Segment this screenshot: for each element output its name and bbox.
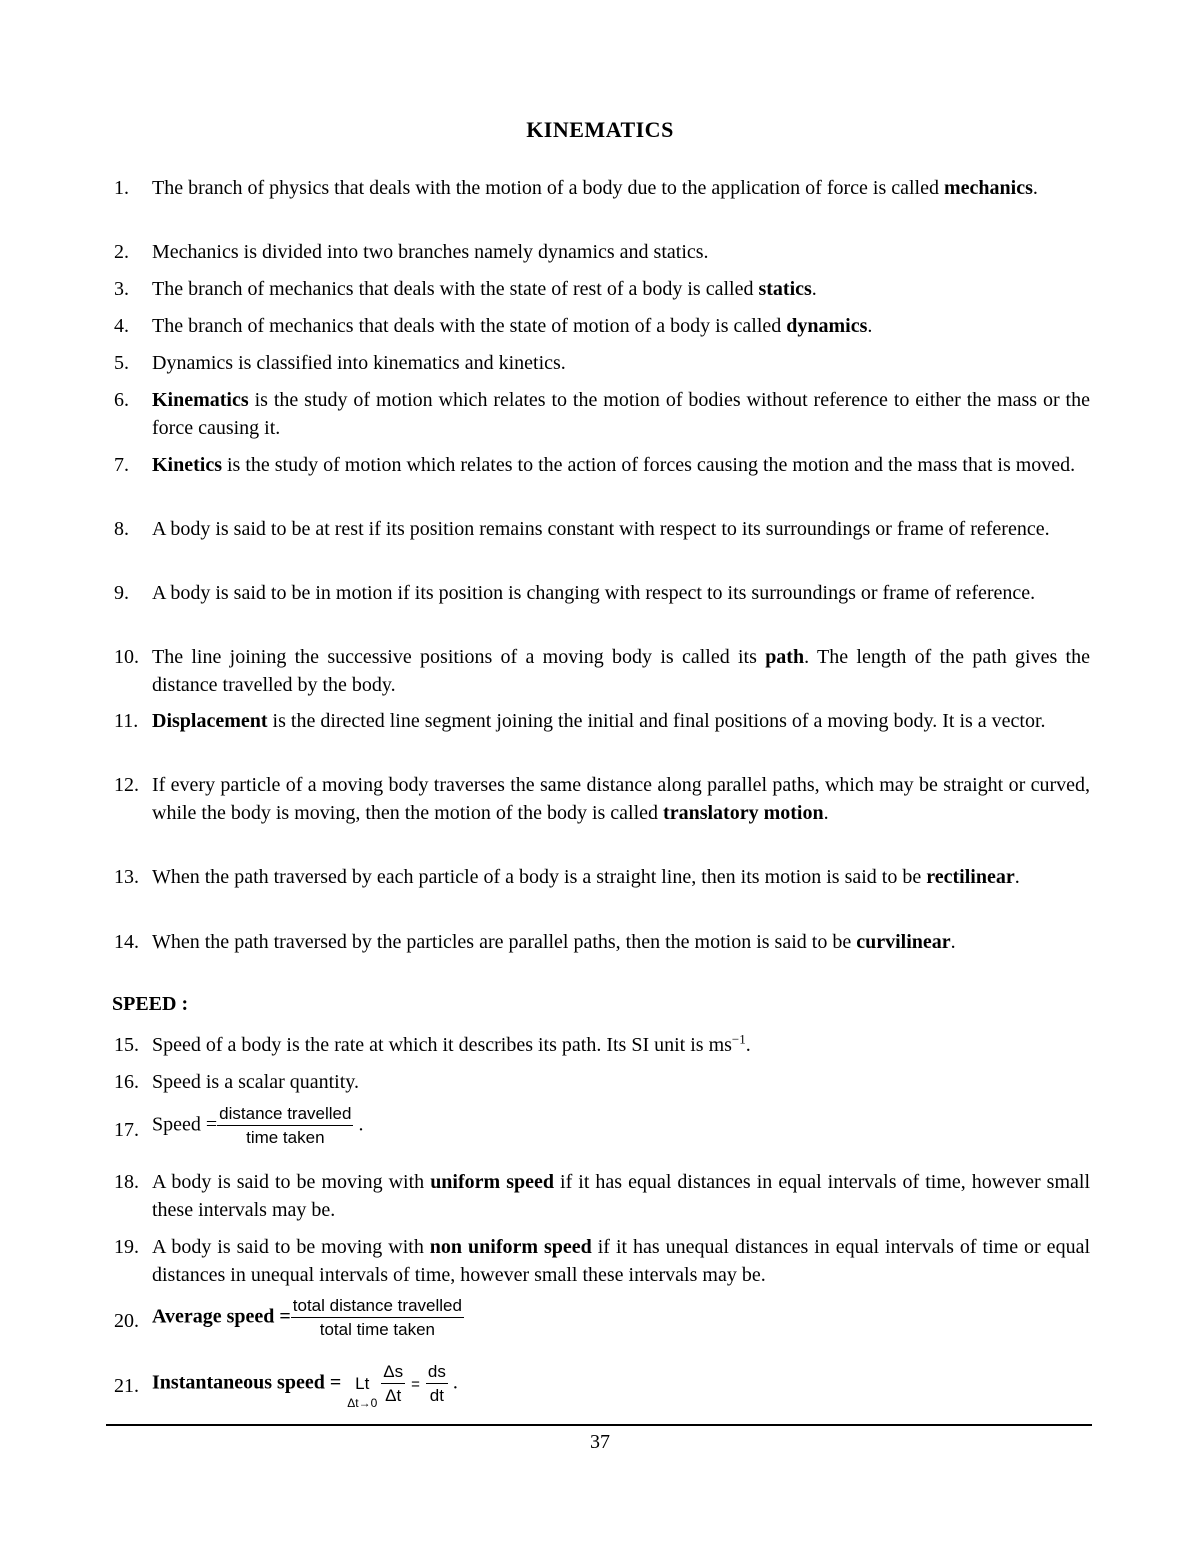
item-term: statics: [758, 278, 812, 300]
item-term: Displacement: [152, 710, 268, 732]
footer-divider: [106, 1424, 1092, 1426]
fraction: [291, 1296, 464, 1340]
item-text: Mechanics is divided into two branches namely dynamics and statics.: [152, 241, 709, 263]
item-text: The branch of mechanics that deals with the state of motion of a body is called: [152, 315, 787, 337]
item-text: Speed of a body is the rate at which it describes its path. Its SI unit is ms: [152, 1034, 732, 1056]
item-text: The branch of physics that deals with the motion of a body due to the application of force is called: [152, 177, 944, 199]
limit-operator: [347, 1369, 378, 1410]
item-text: .: [358, 1113, 364, 1136]
fraction: [381, 1362, 405, 1406]
item-text: The line joining the successive positions of a moving body is called its: [152, 646, 766, 668]
item-term: uniform speed: [430, 1171, 554, 1193]
formula-label: Average speed =: [152, 1305, 291, 1328]
limit-symbol: Lt: [355, 1374, 370, 1393]
item-number: 5.: [114, 352, 129, 374]
item-text: When the path traversed by each particle of a body is a straight line, then its motion is said to be: [152, 866, 927, 888]
item-number: 11.: [114, 710, 139, 732]
fraction: [426, 1362, 448, 1406]
item-number: 20.: [114, 1310, 139, 1332]
item-number: 3.: [114, 278, 129, 300]
item-number: 2.: [114, 241, 129, 263]
item-number: 8.: [114, 518, 129, 540]
numerator: Δs: [381, 1362, 405, 1384]
section-heading-speed: SPEED :: [112, 993, 189, 1015]
list-item: [114, 451, 1090, 479]
item-text: .: [1032, 177, 1038, 199]
list-item: [114, 1233, 1090, 1289]
item-text: Speed is a scalar quantity.: [152, 1071, 359, 1093]
item-number: 6.: [114, 389, 129, 411]
item-text: If every particle of a moving body traverses the same distance along parallel paths, which may be straight or curved, while the body is moving, then the motion of the body is called: [152, 774, 1090, 824]
list-item: [114, 928, 1090, 956]
item-number: 1.: [114, 177, 129, 199]
item-text: .: [867, 315, 873, 337]
fraction: [217, 1104, 353, 1148]
list-item: [114, 312, 1090, 340]
list-item: [114, 1068, 1090, 1096]
numerator: ds: [426, 1362, 448, 1384]
item-text: .: [950, 931, 956, 953]
item-term: translatory motion: [663, 802, 824, 824]
list-item: [114, 643, 1090, 699]
denominator: Δt: [385, 1386, 402, 1405]
item-text: A body is said to be in motion if its position is changing with respect to its surroundings or frame of reference.: [152, 582, 1036, 604]
denominator: time taken: [246, 1128, 325, 1147]
item-number: 7.: [114, 454, 129, 476]
item-text: . The length of the path gives the distance travelled by the body.: [152, 646, 1090, 696]
equals-sign: =: [411, 1375, 420, 1393]
item-text: A body is said to be moving with: [152, 1236, 430, 1258]
list-item: [114, 771, 1090, 827]
numerator: distance travelled: [217, 1104, 353, 1126]
item-number: 9.: [114, 582, 129, 604]
list-item: [114, 1031, 1090, 1059]
item-number: 10.: [114, 646, 139, 668]
item-term: Kinematics: [152, 389, 249, 411]
numerator: total distance travelled: [291, 1296, 464, 1318]
list-item: [114, 238, 1090, 266]
item-text: if it has equal distances in equal intervals of time, however small these intervals may be.: [152, 1171, 1090, 1221]
list-item: [114, 174, 1090, 202]
list-item: [114, 579, 1090, 607]
item-term: mechanics: [944, 177, 1033, 199]
list-item: [114, 1168, 1090, 1224]
denominator: dt: [429, 1386, 444, 1405]
item-term: Kinetics: [152, 454, 222, 476]
list-item: [114, 275, 1090, 303]
item-text: A body is said to be moving with: [152, 1171, 431, 1193]
item-text: .: [452, 1371, 458, 1394]
list-item: [114, 1362, 1090, 1410]
formula-label: Instantaneous speed =: [152, 1371, 342, 1394]
item-number: 19.: [114, 1236, 139, 1258]
item-text: Dynamics is classified into kinematics and kinetics.: [152, 352, 566, 374]
item-number: 18.: [114, 1171, 139, 1193]
item-number: 21.: [114, 1375, 139, 1397]
list-item: [114, 515, 1090, 543]
list-item: [114, 1296, 1090, 1340]
item-number: 4.: [114, 315, 129, 337]
item-text: When the path traversed by the particles are parallel paths, then the motion is said to be: [152, 931, 857, 953]
denominator: total time taken: [319, 1320, 435, 1339]
item-text: is the directed line segment joining the initial and final positions of a moving body. It is a vector.: [267, 710, 1046, 732]
item-text: .: [811, 278, 817, 300]
item-number: 15.: [114, 1034, 139, 1056]
formula-label: Speed =: [152, 1113, 218, 1136]
item-term: rectilinear: [926, 866, 1015, 888]
item-text: .: [1014, 866, 1020, 888]
item-text: is the study of motion which relates to the motion of bodies without reference to either the mass or the force causing it.: [152, 389, 1090, 439]
item-number: 17.: [114, 1119, 139, 1141]
limit-subscript: Δt→0: [347, 1396, 378, 1410]
item-term: dynamics: [786, 315, 868, 337]
item-text: .: [823, 802, 829, 824]
item-term: path: [765, 646, 805, 668]
item-term: non uniform speed: [429, 1236, 592, 1258]
list-item: [114, 1104, 1090, 1148]
item-number: 14.: [114, 931, 139, 953]
item-term: curvilinear: [856, 931, 951, 953]
unit-exponent: −1: [731, 1031, 746, 1047]
list-item: [114, 386, 1090, 442]
item-text: is the study of motion which relates to the action of forces causing the motion and the mass that is moved.: [222, 454, 1076, 476]
page-number: 37: [590, 1431, 610, 1453]
item-text: A body is said to be at rest if its position remains constant with respect to its surroundings or frame of reference.: [152, 518, 1050, 540]
item-text: if it has unequal distances in equal intervals of time or equal distances in unequal intervals of time, however small these intervals may be.: [152, 1236, 1090, 1286]
item-text: The branch of mechanics that deals with the state of rest of a body is called: [152, 278, 759, 300]
item-number: 12.: [114, 774, 139, 796]
list-item: [114, 349, 1090, 377]
list-item: [114, 707, 1090, 735]
item-text: .: [745, 1034, 751, 1056]
item-number: 16.: [114, 1071, 139, 1093]
list-item: [114, 863, 1090, 891]
item-number: 13.: [114, 866, 139, 888]
page-title: KINEMATICS: [526, 117, 674, 142]
